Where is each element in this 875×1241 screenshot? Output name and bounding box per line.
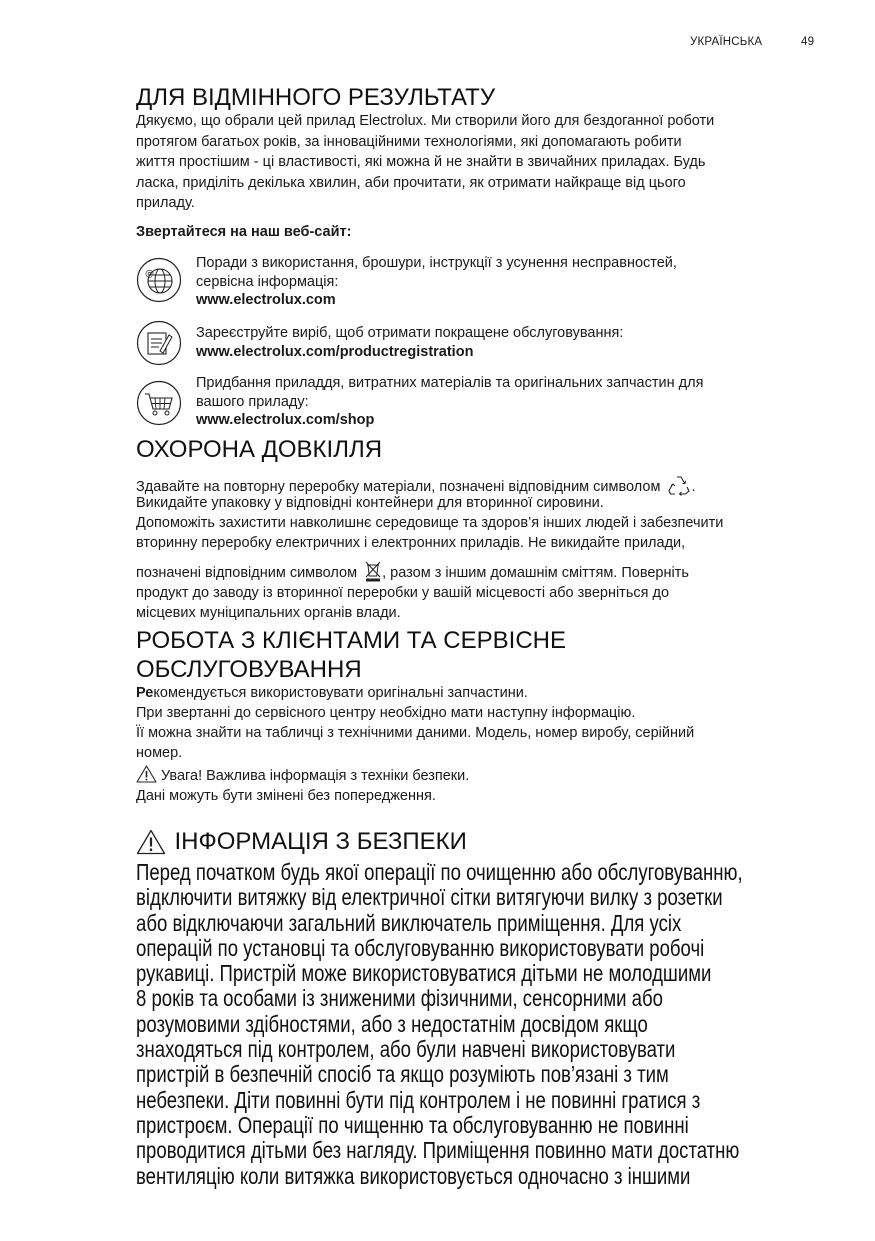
warning-triangle-icon (136, 765, 157, 787)
section-title-customer-service-2: ОБСЛУГОВУВАННЯ (136, 656, 362, 683)
safety-paragraph (136, 860, 743, 1189)
safety-line: вентиляцію коли витяжка використовується одночасно з іншими (136, 1162, 691, 1189)
safety-line: пристроєм. Операції по чищенню та обслуговуванню не повинні (136, 1111, 689, 1138)
globe-icon (136, 257, 182, 303)
safety-title: ІНФОРМАЦІЯ З БЕЗПЕКИ (174, 828, 467, 855)
shopping-cart-icon (136, 380, 182, 426)
safety-line: рукавиці. Пристрій може використовуватися дітьми не молодшими (136, 960, 712, 987)
safety-line: знаходяться під контролем, або були навчені використовувати (136, 1036, 676, 1063)
svg-text:@: @ (145, 269, 154, 279)
section-title-safety (136, 828, 467, 860)
safety-line: операцій по установці та обслуговуванню використовувати робочі (136, 934, 705, 961)
link-electrolux[interactable]: www.electrolux.com (196, 292, 336, 308)
safety-line: відключити витяжку від електричної сітки витягуючи вилку з розетки (136, 884, 723, 911)
warning-text: Увага! Важлива інформація з техніки безпеки. (161, 767, 470, 784)
service-text-bold: Ре (136, 685, 154, 701)
service-text-line: вашого приладу: (196, 393, 309, 410)
recycle-icon (667, 474, 691, 500)
section-title-customer-service-1: РОБОТА З КЛІЄНТАМИ ТА СЕРВІСНЕ (136, 627, 566, 654)
env-line-7: місцевих муніципальних органів влади. (136, 605, 401, 621)
safety-line: небезпеки. Діти повинні бути під контролем і не повинні гратися з (136, 1086, 701, 1113)
service-line-6: Дані можуть бути змінені без попередження. (136, 788, 436, 804)
service-text: комендується використовувати оригінальні запчастини. (153, 685, 528, 701)
env-line-5 (136, 560, 689, 586)
weee-bin-icon (364, 560, 382, 586)
env-line-2: Викидайте упаковку у відповідні контейнери для вторинної сировини. (136, 495, 604, 511)
link-shop[interactable]: www.electrolux.com/shop (196, 412, 375, 428)
service-text-line: Поради з використання, брошури, інструкції з усунення несправностей, (196, 255, 677, 271)
section-title-environment: ОХОРОНА ДОВКІЛЛЯ (136, 436, 383, 463)
website-heading: Звертайтеся на наш веб-сайт: (136, 224, 352, 240)
safety-line: Перед початком будь якої операції по очищенню або обслуговуванню, (136, 859, 743, 885)
env-text: позначені відповідним символом (136, 564, 358, 581)
service-text-line: Придбання приладдя, витратних матеріалів та оригінальних запчастин для (196, 375, 704, 391)
service-text-line: сервісна інформація: (196, 273, 339, 290)
env-text: , разом з іншим домашнім сміттям. Поверніть (382, 564, 689, 581)
intro-line: Дякуємо, що обрали цей прилад Electrolux. Ми створили його для бездоганної роботи (136, 113, 715, 129)
intro-line: протягом багатьох років, за інноваційними технологіями, які допомагають робити (136, 133, 682, 150)
service-line-1 (136, 685, 528, 701)
env-text: . (691, 478, 696, 495)
service-item-support (196, 254, 677, 310)
warning-triangle-icon (136, 829, 166, 860)
env-line-6: продукт до заводу із вторинної переробки у вашій місцевості або зверніться до (136, 585, 670, 601)
safety-line: розумовими здібностями, або з недостатнім досвідом якщо (136, 1010, 648, 1037)
service-item-shop (196, 374, 703, 430)
service-line-4: номер. (136, 745, 183, 761)
section-title-best-results: ДЛЯ ВІДМІННОГО РЕЗУЛЬТАТУ (136, 84, 496, 111)
link-product-registration[interactable]: www.electrolux.com/productregistration (196, 343, 474, 360)
page-number: 49 (801, 36, 815, 48)
env-text: Здавайте на повторну переробку матеріали, позначені відповідним символом (136, 478, 661, 495)
service-line-warning (136, 765, 469, 787)
env-line-4: вторинну переробку електричних і електронних приладів. Не викидайте прилади, (136, 535, 686, 551)
intro-line: ласка, приділіть декілька хвилин, аби прочитати, як отримати найкраще від цього (136, 174, 686, 191)
safety-line: або відключаючи загальний виключатель приміщення. Для усіх (136, 909, 682, 936)
header-language: УКРАЇНСЬКА (690, 36, 763, 48)
service-text-line: Зареєструйте виріб, щоб отримати покращене обслуговування: (196, 325, 624, 341)
safety-line: проводитися дітьми без нагляду. Приміщення повинно мати достатню (136, 1137, 740, 1164)
intro-line: приладу. (136, 195, 195, 211)
intro-line: життя простішим - ці властивості, які можна й не знайти в звичайних приладах. Будь (136, 154, 706, 170)
service-line-3: Її можна знайти на табличці з технічними даними. Модель, номер виробу, серійний (136, 725, 695, 741)
service-line-2: При звертанні до сервісного центру необхідно мати наступну інформацію. (136, 705, 636, 721)
safety-line: 8 років та особами із зниженими фізичними, сенсорними або (136, 985, 663, 1012)
safety-line: пристрій в безпечній спосіб та якщо розуміють пов’язані з тим (136, 1061, 669, 1088)
registration-icon (136, 320, 182, 366)
env-line-3: Допоможіть захистити навколишнє середовище та здоров’я інших людей і забезпечити (136, 515, 724, 531)
service-item-registration (196, 324, 623, 361)
intro-paragraph (136, 111, 836, 214)
